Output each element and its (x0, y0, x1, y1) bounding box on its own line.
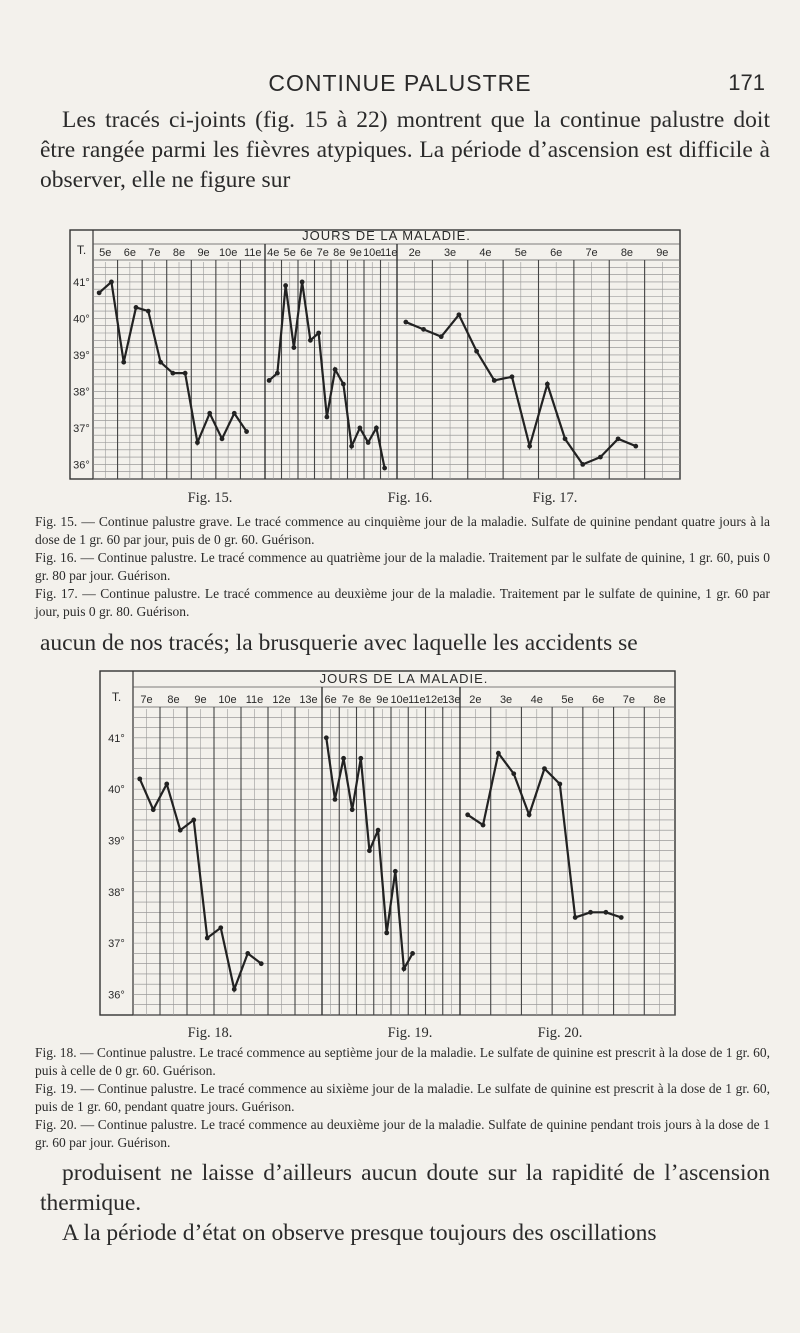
x-tick-label: 7e (622, 694, 636, 706)
temperature-point (563, 436, 568, 441)
temperature-point (333, 797, 338, 802)
temperature-point (134, 305, 139, 310)
temperature-point (403, 320, 408, 325)
x-tick-label: 6e (592, 694, 605, 706)
x-tick-label: 8e (653, 694, 666, 706)
x-tick-label: 11e (245, 694, 264, 706)
y-tick-label: 41° (73, 276, 90, 289)
temperature-point (244, 429, 249, 434)
x-tick-label: 7e (148, 247, 161, 259)
temperature-point (633, 444, 638, 449)
temperature-point (542, 766, 547, 771)
x-tick-label: 9e (376, 694, 389, 706)
x-tick-label: 4e (479, 247, 492, 259)
y-tick-label: 37° (73, 422, 90, 435)
x-tick-label: 10e (390, 694, 409, 706)
temperature-point (207, 411, 212, 416)
temperature-point (275, 371, 280, 376)
temperature-point (410, 951, 415, 956)
chart-title: JOURS DE LA MALADIE. (302, 228, 471, 243)
temperature-point (151, 807, 156, 812)
y-tick-label: 39° (108, 835, 125, 848)
temperature-point (146, 309, 151, 314)
temperature-point (557, 782, 562, 787)
temperature-point (496, 751, 501, 756)
temperature-point (164, 782, 169, 787)
x-tick-label: 10e (218, 247, 238, 259)
temperature-point (384, 930, 389, 935)
temperature-point (324, 415, 329, 420)
temperature-point (367, 848, 372, 853)
temperature-point (402, 966, 407, 971)
y-tick-label: 38° (73, 386, 90, 399)
temperature-point (333, 367, 338, 372)
paragraph-2: aucun de nos tracés; la brusquerie avec laquelle les accidents se (40, 630, 638, 656)
x-tick-label: 6e (550, 247, 563, 259)
x-tick-label: 2e (469, 694, 482, 706)
temperature-point (121, 360, 126, 365)
temperature-point (232, 411, 237, 416)
running-title: CONTINUE PALUSTRE (268, 70, 532, 96)
temperature-point (492, 378, 497, 383)
fig-label-20: Fig. 20. (537, 1025, 583, 1041)
temperature-point (300, 280, 305, 285)
temperature-point (316, 331, 321, 336)
y-tick-label: 36° (73, 459, 90, 472)
x-tick-label: 6e (324, 694, 337, 706)
x-tick-label: 10e (218, 694, 237, 706)
y-axis-label: T. (111, 690, 122, 704)
temperature-point (218, 925, 223, 930)
temperature-point (357, 426, 362, 431)
caption-fig-18: Fig. 18. — Continue palustre. Le tracé commence au septième jour de la maladie. Le sulfate de quinine est prescrit à la dose de 1 gr. 60, puis à celle de 0 gr. 60. Guérison. (35, 1045, 770, 1078)
temperature-point (178, 828, 183, 833)
x-tick-label: 8e (167, 694, 180, 706)
temperature-series-line (269, 282, 385, 468)
temperature-point (232, 987, 237, 992)
temperature-chart-bottom (0, 663, 800, 1023)
temperature-point (573, 915, 578, 920)
x-tick-label: 6e (123, 247, 136, 259)
x-tick-label: 2e (408, 247, 421, 259)
temperature-point (324, 735, 329, 740)
x-tick-label: 12e (424, 694, 444, 706)
paragraph-3: produisent ne laisse d’ailleurs aucun doute sur la rapidité de l’ascension thermique. (40, 1160, 770, 1216)
chart-title: JOURS DE LA MALADIE. (319, 671, 489, 686)
caption-fig-20: Fig. 20. — Continue palustre. Le tracé commence au deuxième jour de la maladie. Sulfate de quinine pendant trois jours à la dose de 1 gr. 60 par jour. Guérison. (35, 1117, 770, 1150)
x-tick-label: 5e (561, 694, 574, 706)
temperature-point (376, 828, 381, 833)
x-tick-label: 5e (99, 247, 112, 259)
y-tick-label: 39° (73, 349, 90, 362)
x-tick-label: 8e (359, 694, 372, 706)
x-tick-label: 9e (656, 247, 669, 259)
temperature-chart-top (0, 225, 800, 490)
x-tick-label: 11e (243, 247, 262, 259)
temperature-point (588, 910, 593, 915)
temperature-point (97, 290, 102, 295)
temperature-point (474, 349, 479, 354)
temperature-point (439, 334, 444, 339)
caption-fig-17: Fig. 17. — Continue palustre. Le tracé commence au deuxième jour de la maladie. Traitement par le sulfate de quinine, 1 gr. 60 par jour, puis 0 gr. 80. Guérison. (35, 586, 770, 619)
caption-fig-16: Fig. 16. — Continue palustre. Le tracé commence au quatrième jour de la maladie. Traitement par le sulfate de quinine, 1 gr. 60, puis 0 gr. 80 par jour. Guérison. (35, 550, 770, 583)
x-tick-label: 8e (620, 247, 634, 259)
figure-labels-top (0, 490, 800, 510)
temperature-point (382, 466, 387, 471)
temperature-point (283, 283, 288, 288)
temperature-point (259, 961, 264, 966)
x-tick-label: 8e (172, 247, 186, 259)
paragraph-4: A la période d’état on observe presque toujours des oscillations (62, 1220, 657, 1246)
temperature-point (183, 371, 188, 376)
y-tick-label: 36° (108, 989, 125, 1002)
x-tick-label: 9e (197, 247, 210, 259)
temperature-point (527, 812, 532, 817)
temperature-point (349, 444, 354, 449)
x-tick-label: 4e (530, 694, 543, 706)
x-tick-label: 7e (341, 694, 354, 706)
caption-fig-19: Fig. 19. — Continue palustre. Le tracé commence au sixième jour de la maladie. Le sulfate de quinine est prescrit à la dose de 1 gr. 60, puis de 1 gr. 60, pendant quatre jours. Guérison. (35, 1081, 770, 1114)
fig-label-18: Fig. 18. (187, 1025, 233, 1041)
temperature-point (191, 818, 196, 823)
temperature-point (341, 382, 346, 387)
temperature-point (158, 360, 163, 365)
y-tick-label: 40° (73, 313, 90, 326)
temperature-point (358, 756, 363, 761)
x-tick-label: 6e (300, 247, 313, 259)
fig-label-15: Fig. 15. (187, 490, 233, 506)
temperature-point (137, 776, 142, 781)
fig-label-19: Fig. 19. (387, 1025, 433, 1041)
temperature-point (481, 823, 486, 828)
x-tick-label: 3e (499, 694, 513, 706)
temperature-point (205, 936, 210, 941)
x-tick-label: 12e (272, 694, 291, 706)
x-tick-label: 11e (379, 247, 398, 259)
x-tick-label: 7e (585, 247, 598, 259)
x-tick-label: 10e (363, 247, 382, 259)
temperature-point (170, 371, 175, 376)
fig-label-17: Fig. 17. (532, 490, 578, 506)
figure-labels-bottom (0, 1025, 800, 1045)
temperature-point (616, 436, 621, 441)
temperature-point (457, 312, 462, 317)
temperature-point (220, 436, 225, 441)
temperature-point (619, 915, 624, 920)
x-tick-label: 5e (514, 247, 527, 259)
running-header (0, 70, 800, 98)
temperature-point (527, 444, 532, 449)
x-tick-label: 13e (299, 694, 318, 706)
temperature-point (109, 280, 114, 285)
paragraph-1: Les tracés ci-joints (fig. 15 à 22) montrent que la continue palustre doit être rangée parmi les fièvres atypiques. La période d’ascension est difficile à observer, elle ne figure sur (40, 107, 770, 193)
x-tick-label: 11e (408, 694, 426, 706)
temperature-point (580, 462, 585, 467)
x-tick-label: 13e (442, 694, 461, 706)
y-axis-label: T. (76, 243, 87, 257)
x-tick-label: 7e (140, 694, 153, 706)
temperature-point (393, 869, 398, 874)
temperature-point (366, 440, 371, 445)
x-tick-label: 9e (349, 247, 362, 259)
temperature-point (465, 812, 470, 817)
y-tick-label: 37° (108, 938, 125, 951)
y-tick-label: 38° (108, 886, 125, 899)
temperature-point (545, 382, 550, 387)
temperature-point (350, 807, 355, 812)
temperature-point (598, 455, 603, 460)
x-tick-label: 5e (283, 247, 296, 259)
temperature-point (308, 338, 313, 343)
x-tick-label: 3e (443, 247, 457, 259)
temperature-point (245, 951, 250, 956)
y-tick-label: 41° (108, 732, 125, 745)
temperature-point (267, 378, 272, 383)
temperature-point (511, 771, 516, 776)
caption-fig-15: Fig. 15. — Continue palustre grave. Le tracé commence au cinquième jour de la maladie. Sulfate de quinine pendant quatre jours à la dose de 1 gr. 60 par jour, puis de 0 gr. 60. Guérison. (35, 514, 770, 547)
temperature-point (341, 756, 346, 761)
temperature-point (603, 910, 608, 915)
temperature-point (291, 345, 296, 350)
y-tick-label: 40° (108, 784, 125, 797)
temperature-point (374, 426, 379, 431)
temperature-point (510, 374, 515, 379)
temperature-point (421, 327, 426, 332)
x-tick-label: 8e (333, 247, 346, 259)
x-tick-label: 4e (267, 247, 280, 259)
x-tick-label: 9e (194, 694, 207, 706)
temperature-point (195, 440, 200, 445)
fig-label-16: Fig. 16. (387, 490, 433, 506)
page-number: 171 (728, 70, 765, 95)
x-tick-label: 7e (316, 247, 329, 259)
